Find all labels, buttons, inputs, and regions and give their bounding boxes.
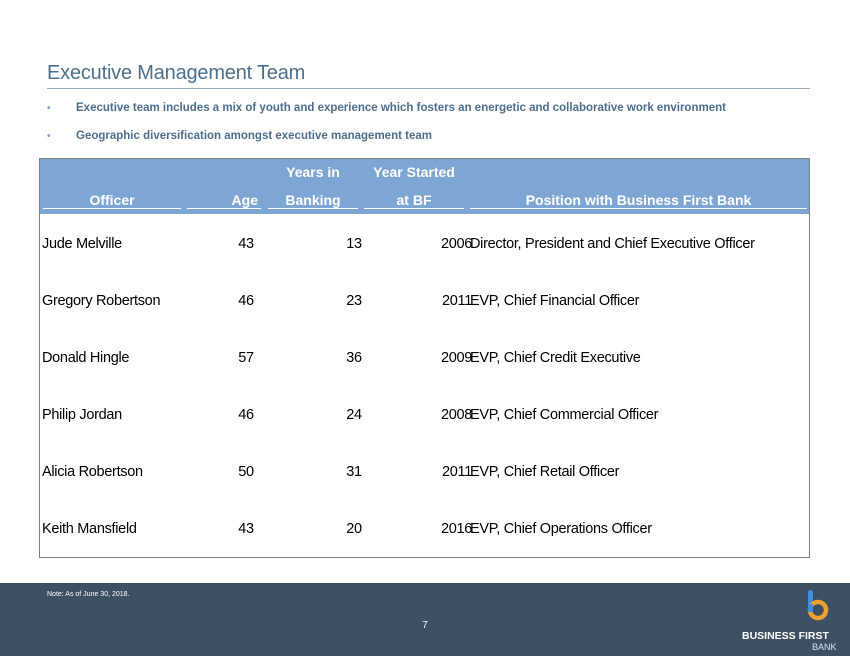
officer-age: 46: [238, 293, 254, 309]
header-underline: [268, 208, 358, 209]
years-in-banking: 31: [346, 464, 362, 480]
table-row: [40, 293, 809, 313]
header-started-line2: at BF: [396, 192, 432, 208]
bullet-text: Geographic diversification amongst executive management team: [76, 130, 432, 142]
bullet-list: [47, 101, 726, 157]
page-number: 7: [422, 620, 428, 631]
header-underline: [470, 208, 807, 209]
officer-age: 43: [238, 521, 254, 537]
logo-wordmark: BUSINESS FIRST: [742, 630, 829, 642]
header-position-label: Position with Business First Bank: [525, 192, 752, 208]
position: EVP, Chief Commercial Officer: [470, 407, 659, 423]
table-header: [40, 159, 809, 214]
page-title: Executive Management Team: [47, 62, 306, 84]
bullet-text: Executive team includes a mix of youth and experience which fosters an energetic and collaborative work environment: [76, 102, 726, 114]
officer-name: Keith Mansfield: [42, 521, 137, 537]
header-officer: [43, 159, 181, 214]
table-row: [40, 464, 809, 484]
bullet-dot-icon: •: [47, 130, 51, 142]
year-started: 2008: [440, 407, 472, 423]
table-row: [40, 407, 809, 427]
logo-subword: BANK: [812, 642, 837, 652]
position: Director, President and Chief Executive Officer: [470, 236, 755, 252]
header-years-line1: Years in: [286, 164, 340, 180]
years-in-banking: 20: [346, 521, 362, 537]
table-row: [40, 350, 809, 370]
header-officer-label: Officer: [89, 192, 135, 208]
officer-age: 43: [238, 236, 254, 252]
header-years-banking: [268, 159, 358, 214]
bank-logo: [740, 590, 840, 652]
years-in-banking: 24: [346, 407, 362, 423]
header-underline: [364, 208, 464, 209]
bullet-item: [47, 101, 726, 115]
year-started: 2011: [442, 464, 472, 480]
officer-age: 57: [238, 350, 254, 366]
header-age-label: Age: [231, 192, 258, 208]
officer-age: 46: [238, 407, 254, 423]
header-position: [470, 159, 807, 214]
position: EVP, Chief Financial Officer: [470, 293, 640, 309]
position: EVP, Chief Operations Officer: [470, 521, 652, 537]
officer-name: Alicia Robertson: [42, 464, 143, 480]
footnote: Note: As of June 30, 2018.: [47, 591, 130, 598]
years-in-banking: 13: [346, 236, 362, 252]
title-divider: [47, 88, 810, 89]
header-year-started: [364, 159, 464, 214]
position: EVP, Chief Credit Executive: [470, 350, 641, 366]
officer-name: Gregory Robertson: [42, 293, 161, 309]
years-in-banking: 36: [346, 350, 362, 366]
year-started: 2011: [442, 293, 472, 309]
year-started: 2016: [440, 521, 472, 537]
years-in-banking: 23: [346, 293, 362, 309]
year-started: 2009: [440, 350, 472, 366]
footer-bar: [0, 583, 850, 656]
officer-age: 50: [238, 464, 254, 480]
header-age: [187, 159, 261, 214]
bullet-dot-icon: •: [47, 102, 51, 114]
header-underline: [187, 208, 261, 209]
header-years-line2: Banking: [285, 192, 341, 208]
officer-name: Jude Melville: [42, 236, 122, 252]
header-started-line1: Year Started: [373, 164, 455, 180]
table-row: [40, 521, 809, 541]
executive-table: [39, 158, 810, 558]
position: EVP, Chief Retail Officer: [470, 464, 620, 480]
table-row: [40, 236, 809, 256]
officer-name: Philip Jordan: [42, 407, 122, 423]
b-letter-logo-icon: [806, 590, 830, 622]
bullet-item: [47, 129, 726, 143]
header-underline: [43, 208, 181, 209]
year-started: 2006: [440, 236, 472, 252]
officer-name: Donald Hingle: [42, 350, 130, 366]
